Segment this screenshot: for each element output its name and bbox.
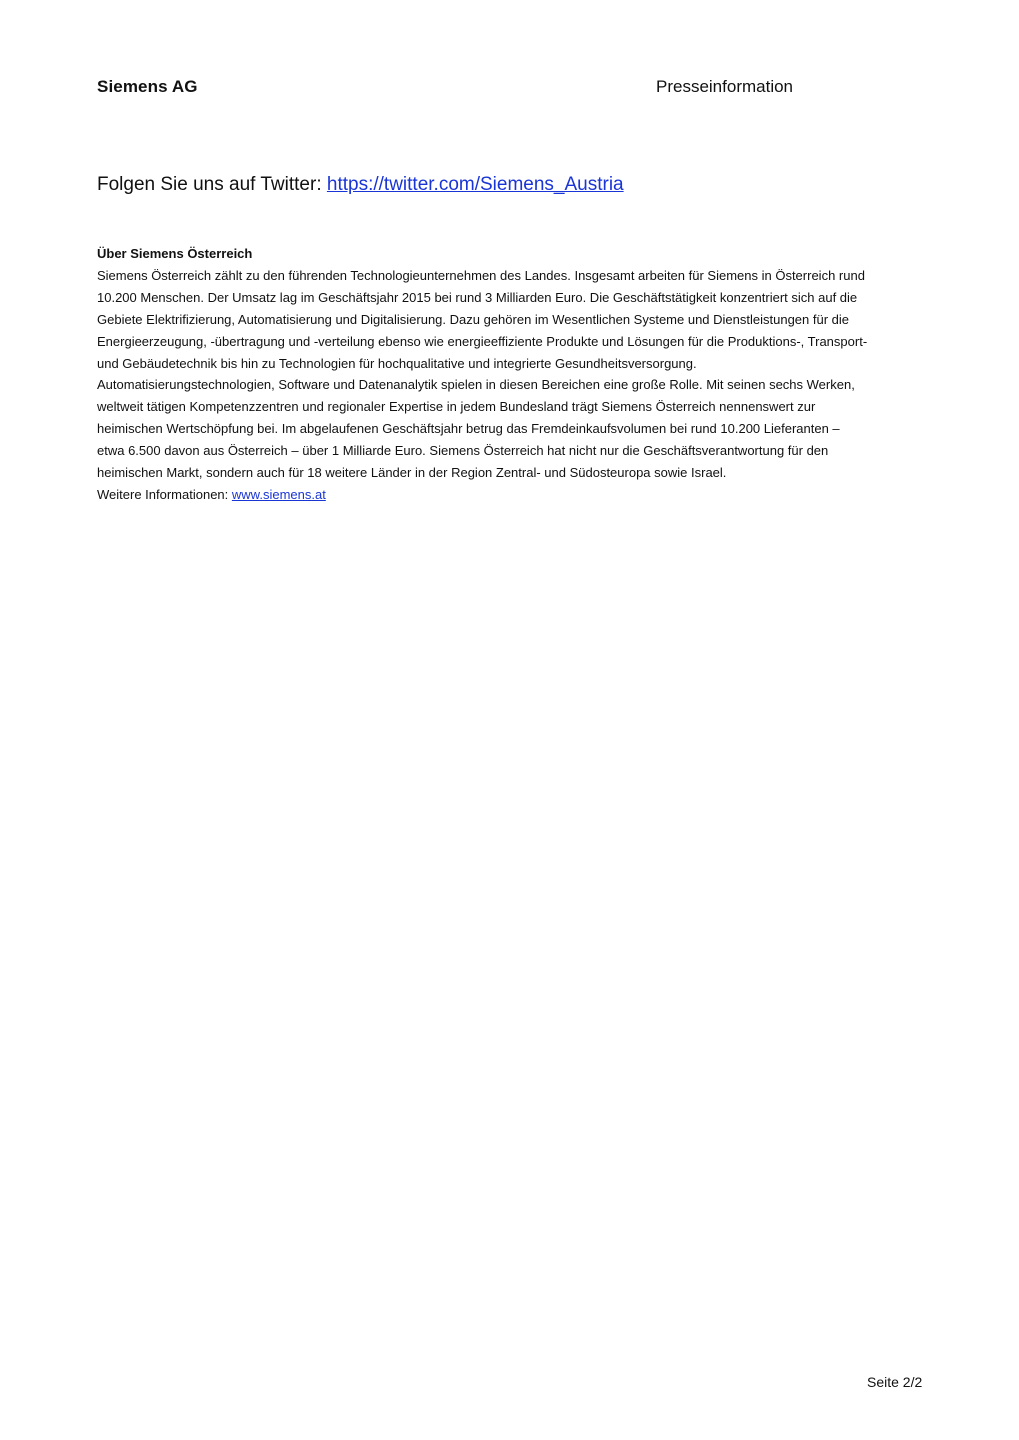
about-title: Über Siemens Österreich [97, 246, 253, 261]
twitter-follow-line [97, 174, 624, 196]
twitter-link[interactable]: https://twitter.com/Siemens_Austria [326, 174, 624, 195]
page-number: Seite 2/2 [867, 1374, 923, 1390]
more-info-line [97, 484, 917, 506]
more-info-prefix: Weitere Informationen: [97, 486, 232, 502]
about-paragraph-line: heimischen Markt, sondern auch für 18 weitere Länder in der Region Zentral- und Südosteuropa sowie Israel. [97, 465, 727, 481]
twitter-follow-prefix: Folgen Sie uns auf Twitter: [97, 174, 327, 195]
about-paragraph-line: 10.200 Menschen. Der Umsatz lag im Geschäftsjahr 2015 bei rund 3 Milliarden Euro. Die Geschäftstätigkeit konzentriert sich auf die [97, 289, 858, 305]
about-paragraph-line: weltweit tätigen Kompetenzzentren und regionaler Expertise in jedem Bundesland trägt Siemens Österreich nennenswert zur [97, 399, 816, 415]
siemens-website-link[interactable]: www.siemens.at [231, 486, 326, 502]
about-paragraph-line: und Gebäudetechnik bis hin zu Technologien für hochqualitative und integrierte Gesundheitsversorgung. [97, 355, 697, 371]
about-paragraph-line: Energieerzeugung, -übertragung und -verteilung ebenso wie energieeffiziente Produkte und Lösungen für die Produktions-, Transport- [97, 333, 868, 349]
about-section [97, 243, 917, 506]
about-paragraph-line: etwa 6.500 davon aus Österreich – über 1 Milliarde Euro. Siemens Österreich hat nicht nur die Geschäftsverantwortung für den [97, 443, 829, 459]
document-type: Presseinformation [656, 77, 794, 96]
about-paragraph-line: Siemens Österreich zählt zu den führenden Technologieunternehmen des Landes. Insgesamt arbeiten für Siemens in Österreich rund [97, 267, 865, 283]
about-paragraph-line: Gebiete Elektrifizierung, Automatisierung und Digitalisierung. Dazu gehören im Wesentlichen Systeme und Dienstleistungen für die [97, 311, 850, 327]
about-paragraph-line: heimischen Wertschöpfung bei. Im abgelaufenen Geschäftsjahr betrug das Fremdeinkaufsvolumen bei rund 10.200 Lieferanten – [97, 421, 840, 437]
company-name: Siemens AG [97, 77, 198, 96]
about-paragraph-line: Automatisierungstechnologien, Software und Datenanalytik spielen in diesen Bereichen eine große Rolle. Mit seinen sechs Werken, [97, 377, 855, 393]
